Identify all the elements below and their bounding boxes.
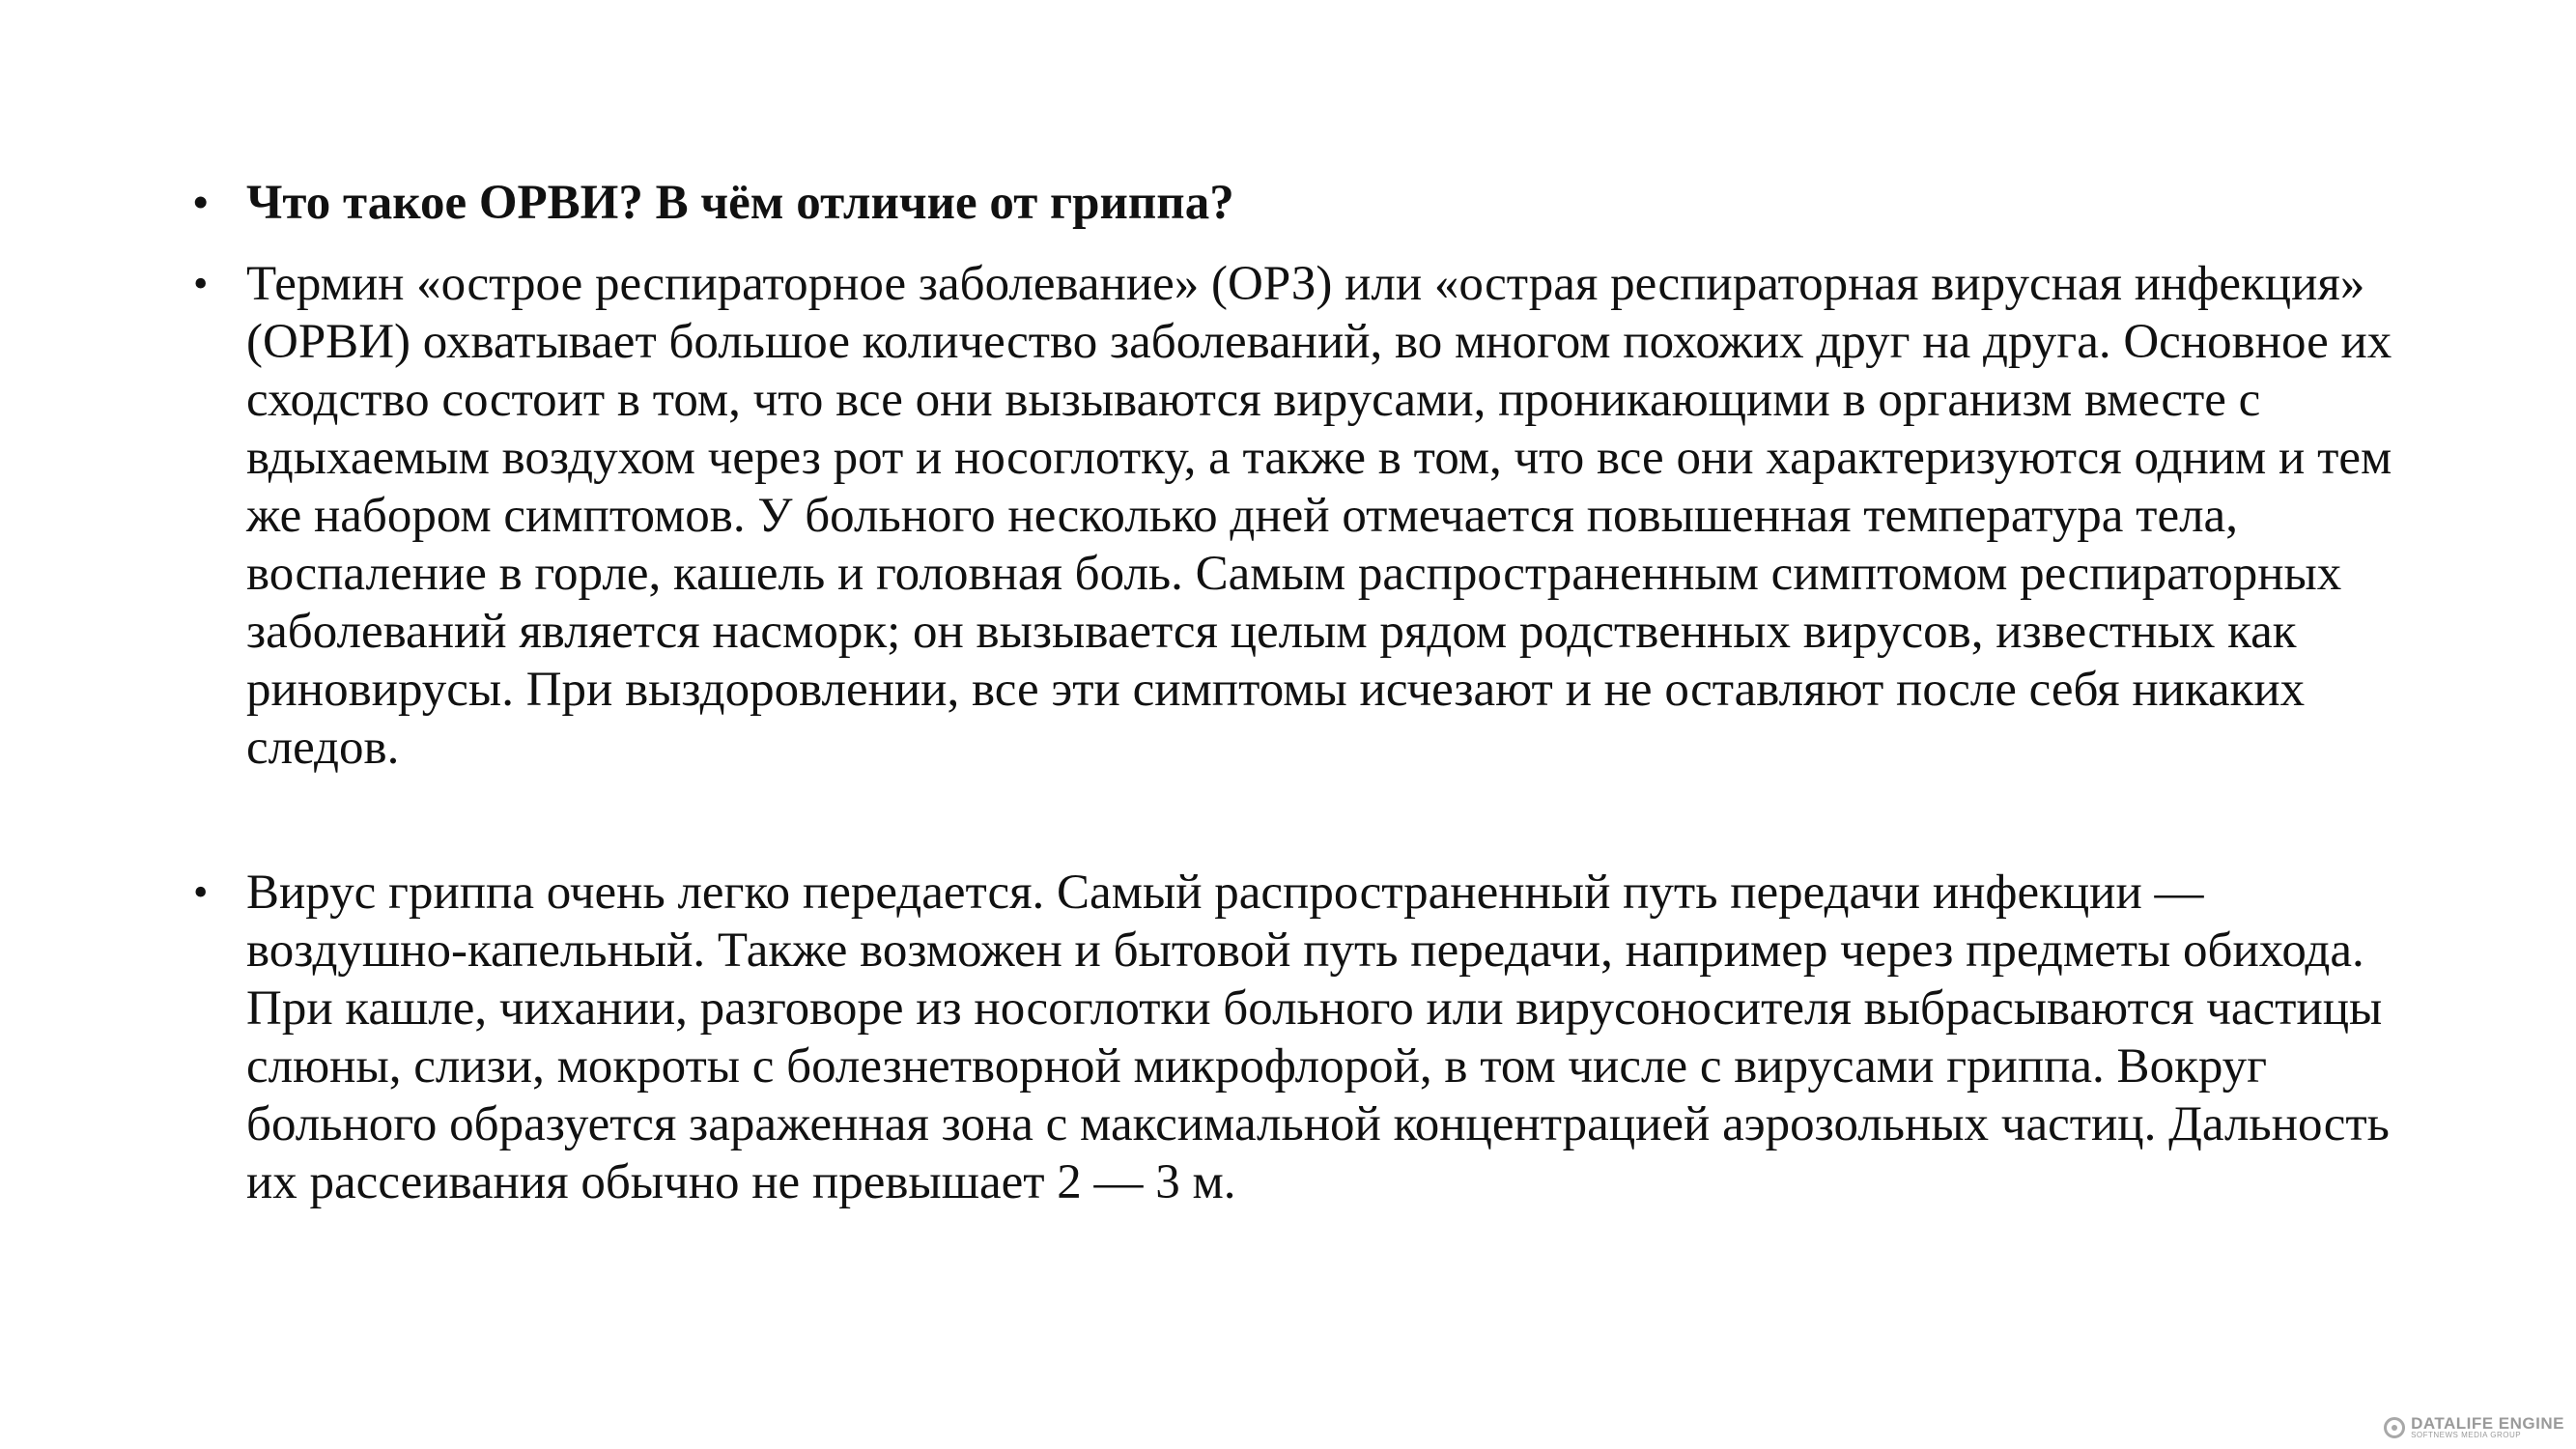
- bullet-paragraph-2: [193, 864, 2405, 1211]
- paragraph-1-text: Термин «острое респираторное заболевание» (ОРЗ) или «острая респираторная вирусная инфекция» (ОРВИ) охватывает большое количество заболеваний, во многом похожих друг на друга. Основное их сходство состоит в том, что все они вызываются вирусами, проникающими в организм вместе с вдыхаемым воздухом через рот и носоглотку, а также в том, что все они характеризуются одним и тем же набором симптомов. У больного несколько дней отмечается повышенная температура тела, воспаление в горле, кашель и головная боль. Самым распространенным симптомом респираторных заболеваний является насморк; он вызывается целым рядом родственных вирусов, известных как риновирусы. При выздоровлении, все эти симптомы исчезают и не оставляют после себя никаких следов.: [246, 257, 2392, 775]
- bullet-marker: •: [193, 179, 209, 226]
- bullet-list: [193, 174, 2405, 1211]
- watermark: [2384, 1415, 2564, 1439]
- watermark-sub: SOFTNEWS MEDIA GROUP: [2411, 1431, 2522, 1439]
- bullet-paragraph-1: [193, 255, 2405, 777]
- bullet-marker: •: [193, 260, 209, 307]
- watermark-name: DATALIFE ENGINE: [2411, 1414, 2564, 1433]
- bullet-heading: [193, 174, 2405, 232]
- paragraph-2-text: Вирус гриппа очень легко передается. Самый распространенный путь передачи инфекции — воздушно-капельный. Также возможен и бытовой путь передачи, например через предметы обихода. При кашле, чихании, разговоре из носоглотки больного или вирусоносителя выбрасываются частицы слюны, слизи, мокроты с болезнетворной микрофлорой, в том числе с вирусами гриппа. Вокруг больного образуется зараженная зона с максимальной концентрацией аэрозольных частиц. Дальность их рассеивания обычно не превышает 2 — 3 м.: [246, 866, 2390, 1209]
- bullet-marker: •: [193, 868, 209, 916]
- watermark-text: [2411, 1415, 2564, 1439]
- datalife-logo-icon: [2384, 1417, 2405, 1438]
- heading-text: Что такое ОРВИ? В чём отличие от гриппа?: [246, 176, 1234, 230]
